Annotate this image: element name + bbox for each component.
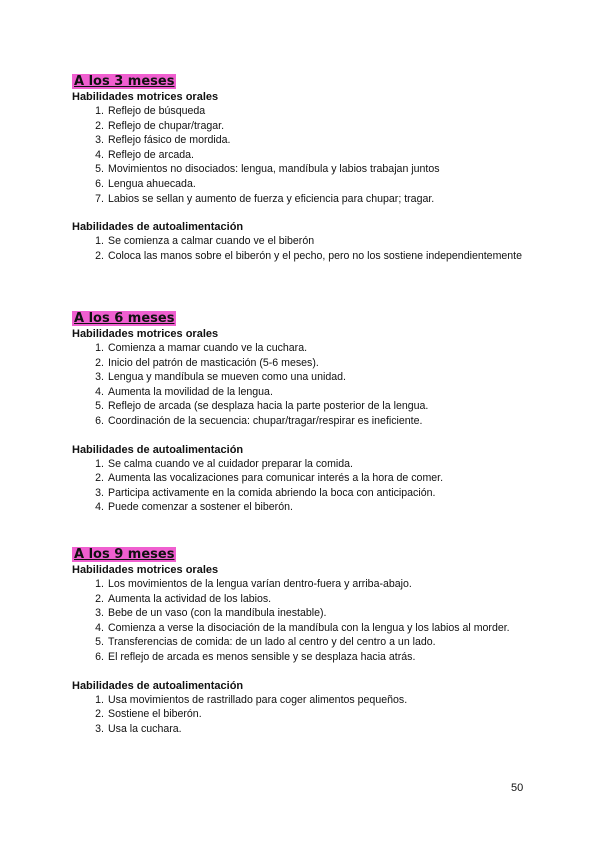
list-item: 4. Aumenta la movilidad de la lengua. bbox=[95, 385, 273, 398]
self-feeding-list bbox=[72, 457, 530, 515]
oral-skills-heading: Habilidades motrices orales bbox=[72, 91, 219, 103]
list-item: 3. Lengua y mandíbula se mueven como una unidad. bbox=[95, 371, 346, 384]
self-feeding-heading: Habilidades de autoalimentación bbox=[72, 443, 244, 456]
oral-skills-list bbox=[72, 577, 530, 665]
list-item: 3. Bebe de un vaso (con la mandíbula inestable). bbox=[95, 607, 327, 620]
section-9-months bbox=[72, 545, 530, 736]
self-feeding-heading: Habilidades de autoalimentación bbox=[72, 221, 244, 234]
self-feeding-list bbox=[72, 234, 530, 263]
oral-skills-list bbox=[72, 104, 530, 206]
list-item: 1. Comienza a mamar cuando ve la cuchara. bbox=[95, 342, 308, 354]
list-item: 6. Lengua ahuecada. bbox=[95, 177, 196, 190]
self-feeding-list bbox=[72, 693, 530, 737]
list-item: 7. Labios se sellan y aumento de fuerza y eficiencia para chupar; tragar. bbox=[95, 192, 435, 205]
list-item: 1. Usa movimientos de rastrillado para coger alimentos pequeños. bbox=[95, 693, 408, 706]
section-title: A los 3 meses bbox=[74, 74, 175, 89]
page-number: 50 bbox=[511, 782, 524, 794]
list-item: 1. Los movimientos de la lengua varían dentro-fuera y arriba-abajo. bbox=[95, 578, 412, 590]
self-feeding-heading: Habilidades de autoalimentación bbox=[72, 679, 244, 692]
list-item: 2. Coloca las manos sobre el biberón y el pecho, pero no los sostiene independientemente bbox=[95, 249, 523, 262]
list-item: 3. Participa activamente en la comida abriendo la boca con anticipación. bbox=[95, 486, 436, 499]
list-item: 6. Coordinación de la secuencia: chupar/tragar/respirar es ineficiente. bbox=[95, 414, 423, 427]
list-item: 2. Aumenta la actividad de los labios. bbox=[95, 592, 272, 605]
list-item: 3. Reflejo fásico de mordida. bbox=[95, 134, 231, 147]
list-item: 5. Transferencias de comida: de un lado al centro y del centro a un lado. bbox=[95, 636, 436, 649]
list-item: 2. Inicio del patrón de masticación (5-6 meses). bbox=[95, 356, 319, 369]
section-6-months bbox=[72, 309, 530, 515]
list-item: 4. Puede comenzar a sostener el biberón. bbox=[95, 501, 293, 514]
list-item: 2. Sostiene el biberón. bbox=[95, 708, 202, 721]
list-item: 1. Se comienza a calmar cuando ve el biberón bbox=[95, 235, 315, 248]
section-title: A los 6 meses bbox=[74, 311, 175, 326]
oral-skills-heading: Habilidades motrices orales bbox=[72, 328, 219, 340]
list-item: 4. Reflejo de arcada. bbox=[95, 148, 194, 161]
list-item: 2. Aumenta las vocalizaciones para comunicar interés a la hora de comer. bbox=[95, 472, 444, 485]
section-title: A los 9 meses bbox=[74, 547, 175, 562]
list-item: 4. Comienza a verse la disociación de la mandíbula con la lengua y los labios al morder. bbox=[95, 621, 510, 634]
oral-skills-list bbox=[72, 341, 530, 429]
list-item: 1. Se calma cuando ve al cuidador preparar la comida. bbox=[95, 457, 353, 470]
list-item: 2. Reflejo de chupar/tragar. bbox=[95, 119, 225, 132]
oral-skills-heading: Habilidades motrices orales bbox=[72, 564, 219, 576]
list-item: 5. Movimientos no disociados: lengua, mandíbula y labios trabajan juntos bbox=[95, 163, 440, 176]
list-item: 3. Usa la cuchara. bbox=[95, 722, 182, 735]
list-item: 6. El reflejo de arcada es menos sensible y se desplaza hacia atrás. bbox=[95, 650, 416, 663]
list-item: 1. Reflejo de búsqueda bbox=[95, 105, 206, 117]
list-item: 5. Reflejo de arcada (se desplaza hacia la parte posterior de la lengua. bbox=[95, 400, 429, 413]
section-3-months bbox=[72, 72, 530, 263]
